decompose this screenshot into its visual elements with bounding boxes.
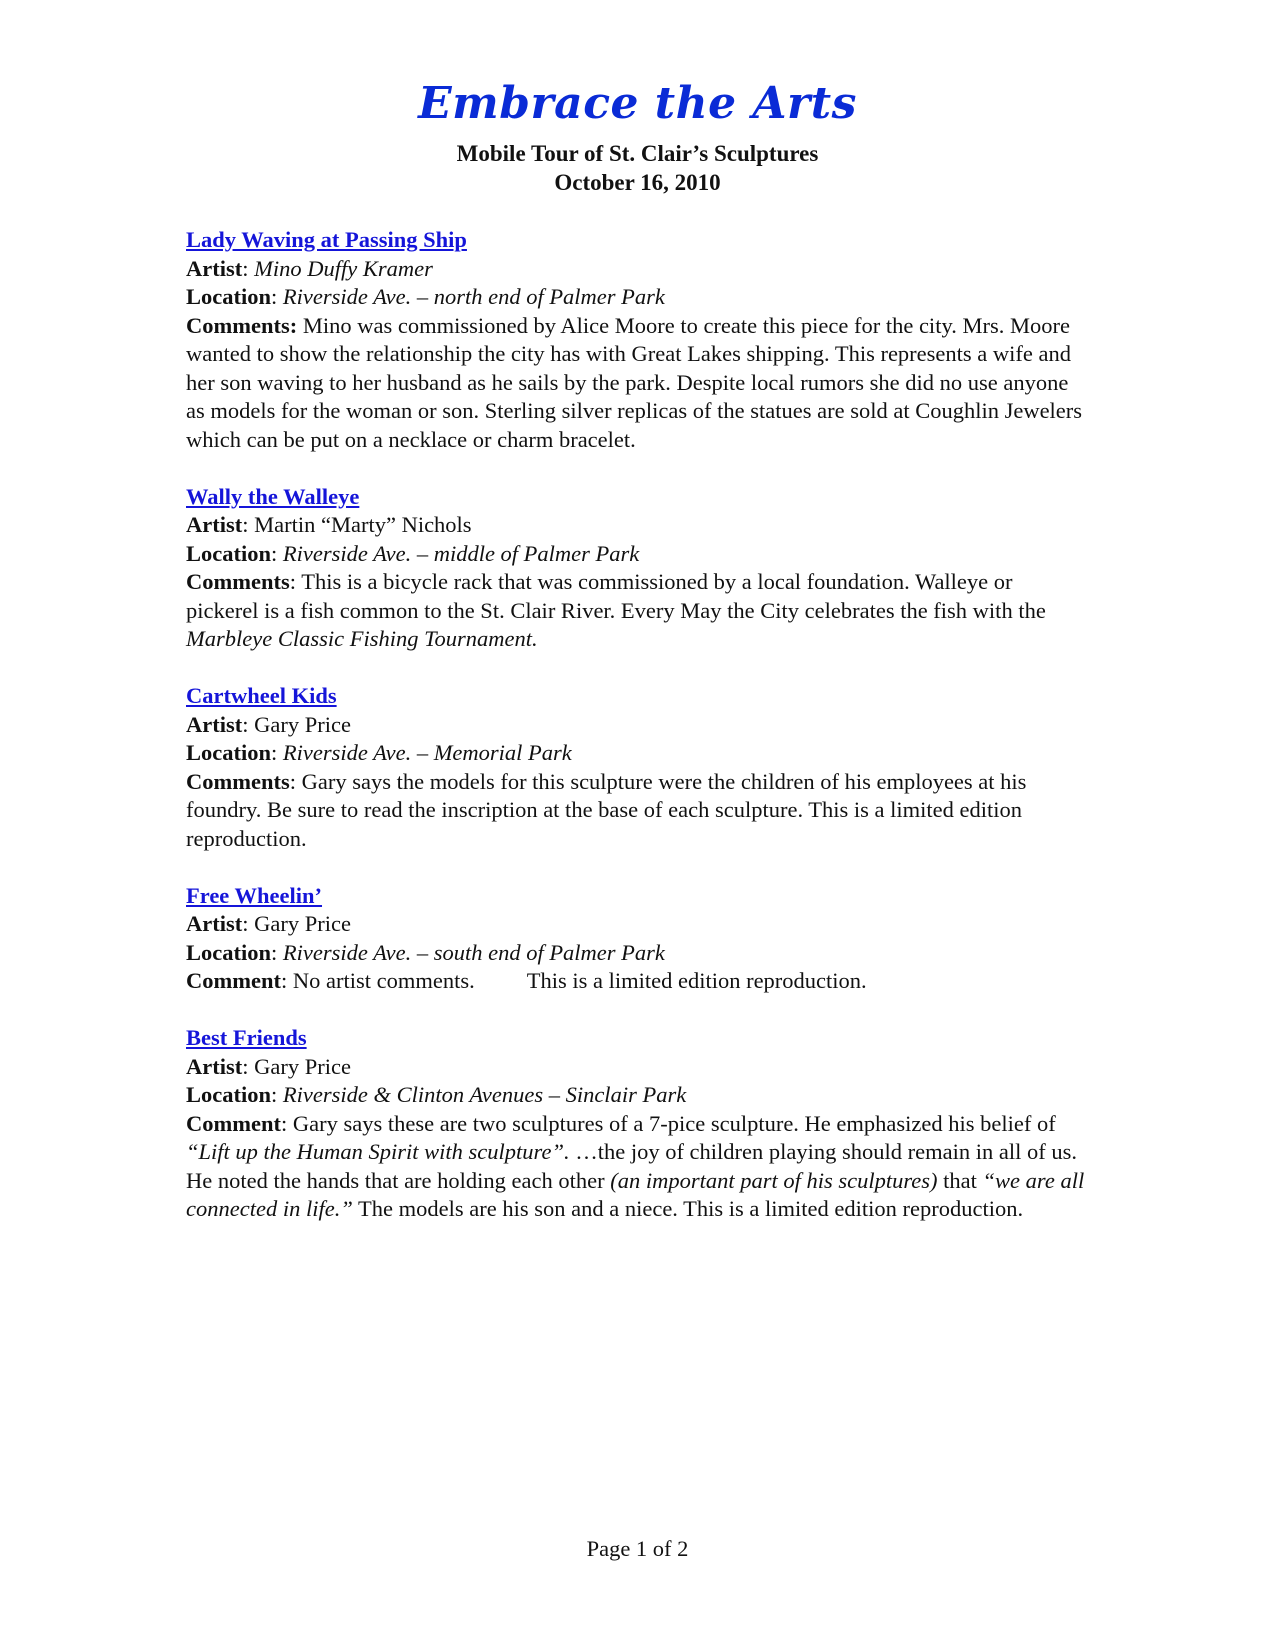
aside-text: (an important part of his sculptures) [610,1167,938,1193]
comment-text: that [937,1167,983,1193]
sculpture-title-link[interactable]: Free Wheelin’ [186,882,323,908]
comment-line [186,312,1086,455]
quote-text: “Lift up the Human Spirit with sculpture”. [186,1139,570,1164]
artist-name: Martin “Marty” Nichols [254,512,472,537]
comment-label: Comments [186,569,290,594]
comment-text: Mino was commissioned by Alice Moore to create this piece for the city. Mrs. Moore wanted to show the relationship the city has with Great Lakes shipping. This represents a wife and her son waving to her husband as he sails by the park. Despite local rumors she did no use anyone as models for the woman or son. Sterling silver replicas of the statues are sold at Coughlin Jewelers which can be put on a necklace or charm bracelet. [186,312,1083,452]
artist-line: Artist: Mino Duffy Kramer [186,255,433,281]
page-number: Page 1 of 2 [586,1536,689,1561]
sculpture-entry [186,882,1086,996]
location-label: Location [186,284,272,309]
artist-name: Gary Price [254,911,351,936]
location-line: Location: Riverside Ave. – south end of Palmer Park [186,939,665,965]
location-line: Location: Riverside Ave. – middle of Palmer Park [186,540,640,566]
sculpture-title-link[interactable]: Best Friends [186,1025,307,1050]
artist-label: Artist [186,711,243,737]
tour-date: October 16, 2010 [554,170,721,195]
event-name: Marbleye Classic Fishing Tournament. [186,626,538,651]
location-text: Riverside & Clinton Avenues – Sinclair Park [282,1082,687,1107]
location-text: Riverside Ave. – Memorial Park [282,740,572,765]
comment-text: : This is a bicycle rack that was commissioned by a local foundation. Walleye or pickerel is a fish common to the St. Clair River. Every May the City celebrates the fish with the [186,569,1046,623]
comment-text: …the joy of children playing should remain in all of us. He noted the hands that are holding each other [186,1139,1077,1193]
comment-text: : Gary says the models for this sculpture were the children of his employees at his foundry. Be sure to read the inscription at the base of each sculpture. This is a limited edition reproduction. [186,768,1027,851]
comment-text-second: This is a limited edition reproduction. [526,968,867,993]
comment-line [186,768,1086,854]
sculpture-entry [186,682,1086,853]
location-label: Location [186,740,272,765]
comment-line [186,967,1086,996]
location-label: Location [186,939,272,965]
sculpture-entry [186,226,1086,454]
comment-text: : Gary says these are two sculptures of a 7-pice sculpture. He emphasized his belief of [280,1110,1056,1136]
artist-label: Artist [186,512,243,537]
comment-label: Comments: [186,312,298,338]
comment-label: Comment [186,968,281,993]
location-label: Location [186,1082,272,1107]
sculpture-entry [186,1024,1086,1224]
comment-text: : No artist comments. [280,968,475,993]
location-text: Riverside Ave. – middle of Palmer Park [282,540,640,566]
artist-name: Gary Price [254,711,351,737]
location-line: Location: Riverside Ave. – Memorial Park [186,740,572,765]
location-text: Riverside Ave. – north end of Palmer Park [282,284,665,309]
artist-name: Mino Duffy Kramer [254,255,433,281]
location-label: Location [186,540,272,566]
artist-label: Artist [186,1053,243,1079]
artist-label: Artist [186,911,243,936]
artist-line: Artist: Gary Price [186,711,351,737]
sculpture-list [186,226,1086,1252]
page-title: Embrace the Arts [418,78,857,129]
sculpture-entry [186,483,1086,654]
comment-line [186,1110,1086,1224]
artist-label: Artist [186,255,243,281]
artist-line: Artist: Gary Price [186,911,351,936]
artist-line: Artist: Martin “Marty” Nichols [186,512,472,537]
page-subtitle: Mobile Tour of St. Clair’s Sculptures [456,141,819,166]
sculpture-title-link[interactable]: Cartwheel Kids [186,683,337,708]
location-line: Location: Riverside Ave. – north end of Palmer Park [186,284,665,309]
artist-name: Gary Price [254,1053,351,1079]
comment-text: The models are his son and a niece. This is a limited edition reproduction. [352,1196,1024,1221]
comment-label: Comments [186,768,290,794]
location-text: Riverside Ave. – south end of Palmer Park [282,939,665,965]
sculpture-title-link[interactable]: Wally the Walleye [186,483,360,509]
comment-line [186,568,1086,654]
artist-line: Artist: Gary Price [186,1053,351,1079]
location-line: Location: Riverside & Clinton Avenues – Sinclair Park [186,1082,687,1107]
quote-text: “we are all connected in life.” [186,1167,1085,1221]
sculpture-title-link[interactable]: Lady Waving at Passing Ship [186,227,467,252]
comment-label: Comment [186,1110,281,1136]
